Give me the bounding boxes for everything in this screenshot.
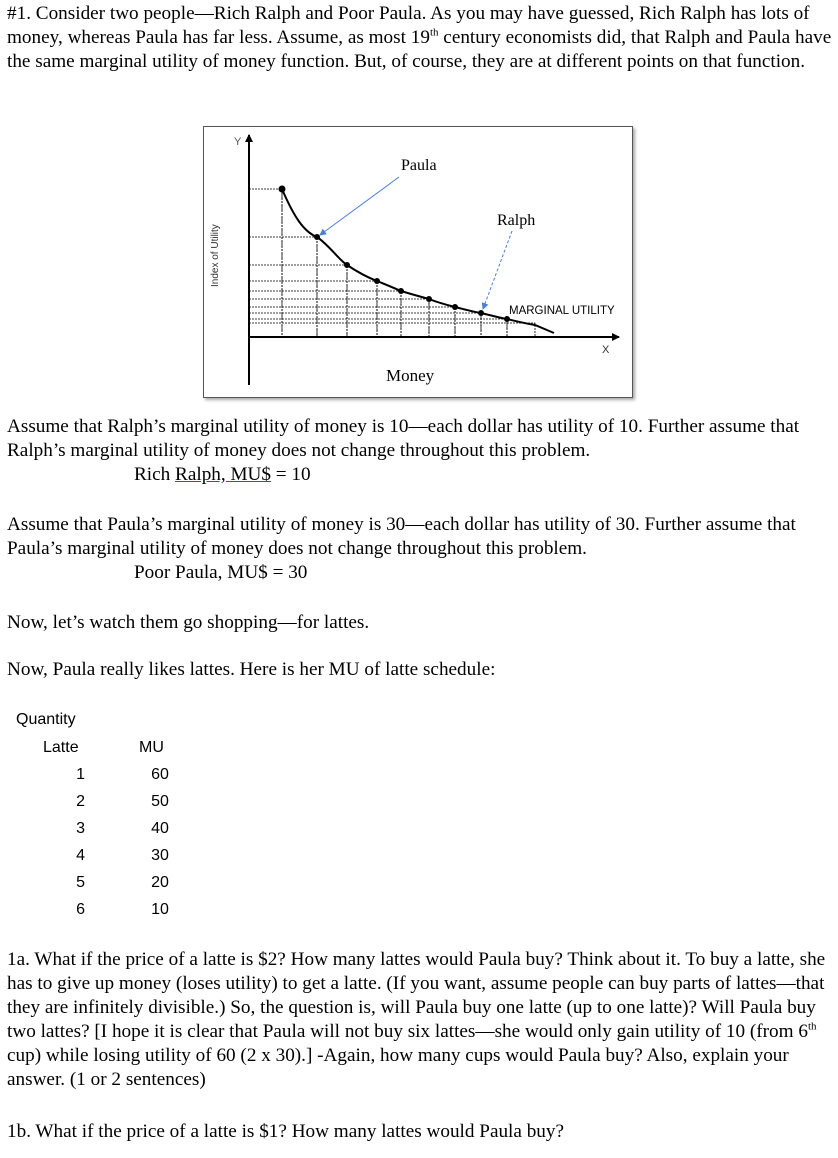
x-axis-label: Money (386, 366, 435, 385)
ralph-eq-prefix: Rich (134, 464, 176, 485)
marginal-utility-chart (204, 127, 632, 397)
row-3-quantity: 3 (76, 820, 85, 837)
paula-arrow (320, 177, 399, 235)
curve-points (279, 186, 511, 323)
ralph-label: Ralph (497, 212, 536, 229)
row-2-mu: 50 (151, 793, 169, 810)
marginal-utility-figure (203, 126, 633, 398)
schedule-intro: Now, Paula really likes lattes. Here is her MU of latte schedule: (7, 659, 496, 680)
grid-verticals (282, 189, 507, 337)
paula-label: Paula (401, 157, 437, 174)
header-latte: Latte (43, 739, 79, 756)
y-axis-letter: Y (234, 136, 242, 148)
row-6-quantity: 6 (76, 901, 85, 918)
row-4-quantity: 4 (76, 847, 85, 864)
intro-sup: th (429, 26, 439, 39)
ralph-paragraph: Assume that Ralph’s marginal utility of money is 10—each dollar has utility of 10. Further assume that Ralph’s marginal utility of money does not change throughout this problem. (7, 416, 800, 461)
row-1-mu: 60 (151, 766, 169, 783)
ralph-equation (134, 463, 311, 487)
header-quantity: Quantity (16, 711, 76, 728)
intro-paragraph (7, 2, 835, 74)
row-3-mu: 40 (151, 820, 169, 837)
row-4-mu: 30 (151, 847, 169, 864)
question-1b: 1b. What if the price of a latte is $1? How many lattes would Paula buy? (7, 1121, 564, 1142)
y-axis-label: Index of Utility (210, 224, 221, 287)
shopping-text: Now, let’s watch them go shopping—for lattes. (7, 612, 370, 633)
row-2-quantity: 2 (76, 793, 85, 810)
question-1a (7, 948, 835, 1092)
row-6-mu: 10 (151, 901, 169, 918)
paula-equation: Poor Paula, MU$ = 30 (134, 562, 308, 583)
row-1-quantity: 1 (76, 766, 85, 783)
q1a-text-a: 1a. What if the price of a latte is $2? How many lattes would Paula buy? Think about it. To buy a latte, she has to give up money (loses utility) to get a latte. (If you want, assume people can buy parts of lattes—that they are infinitely divisible.) So, the question is, will Paula buy one latte (up to one latte)? Will Paula buy two lattes? [I hope it is clear that Paula will not buy six lattes—she would only gain utility of 10 (from 6 (7, 949, 826, 1042)
ralph-eq-suffix: = 10 (270, 464, 311, 485)
ralph-eq-underlined: Ralph, MU$ (175, 464, 271, 485)
curve-label: MARGINAL UTILITY (509, 305, 615, 317)
paula-paragraph: Assume that Paula’s marginal utility of money is 30—each dollar has utility of 30. Further assume that Paula’s marginal utility of money does not change throughout this problem. (7, 514, 796, 559)
q1a-text-b: cup) while losing utility of 60 (2 x 30).] -Again, how many cups would Paula buy? Also, explain your answer. (1 or 2 sentences) (7, 1045, 789, 1090)
intro-text-b: century economists did, that Ralph and Paula have the same marginal utility of money function. But, of course, they are at different points on that function. (7, 27, 832, 72)
row-5-quantity: 5 (76, 874, 85, 891)
header-mu: MU (139, 739, 164, 756)
intro-text-a: #1. Consider two people—Rich Ralph and Poor Paula. As you may have guessed, Rich Ralph has lots of money, whereas Paula has far less. Assume, as most 19 (7, 3, 810, 48)
q1a-sup: th (807, 1020, 817, 1033)
ralph-arrow (483, 231, 512, 309)
x-axis-letter: X (602, 344, 610, 356)
row-5-mu: 20 (151, 874, 169, 891)
